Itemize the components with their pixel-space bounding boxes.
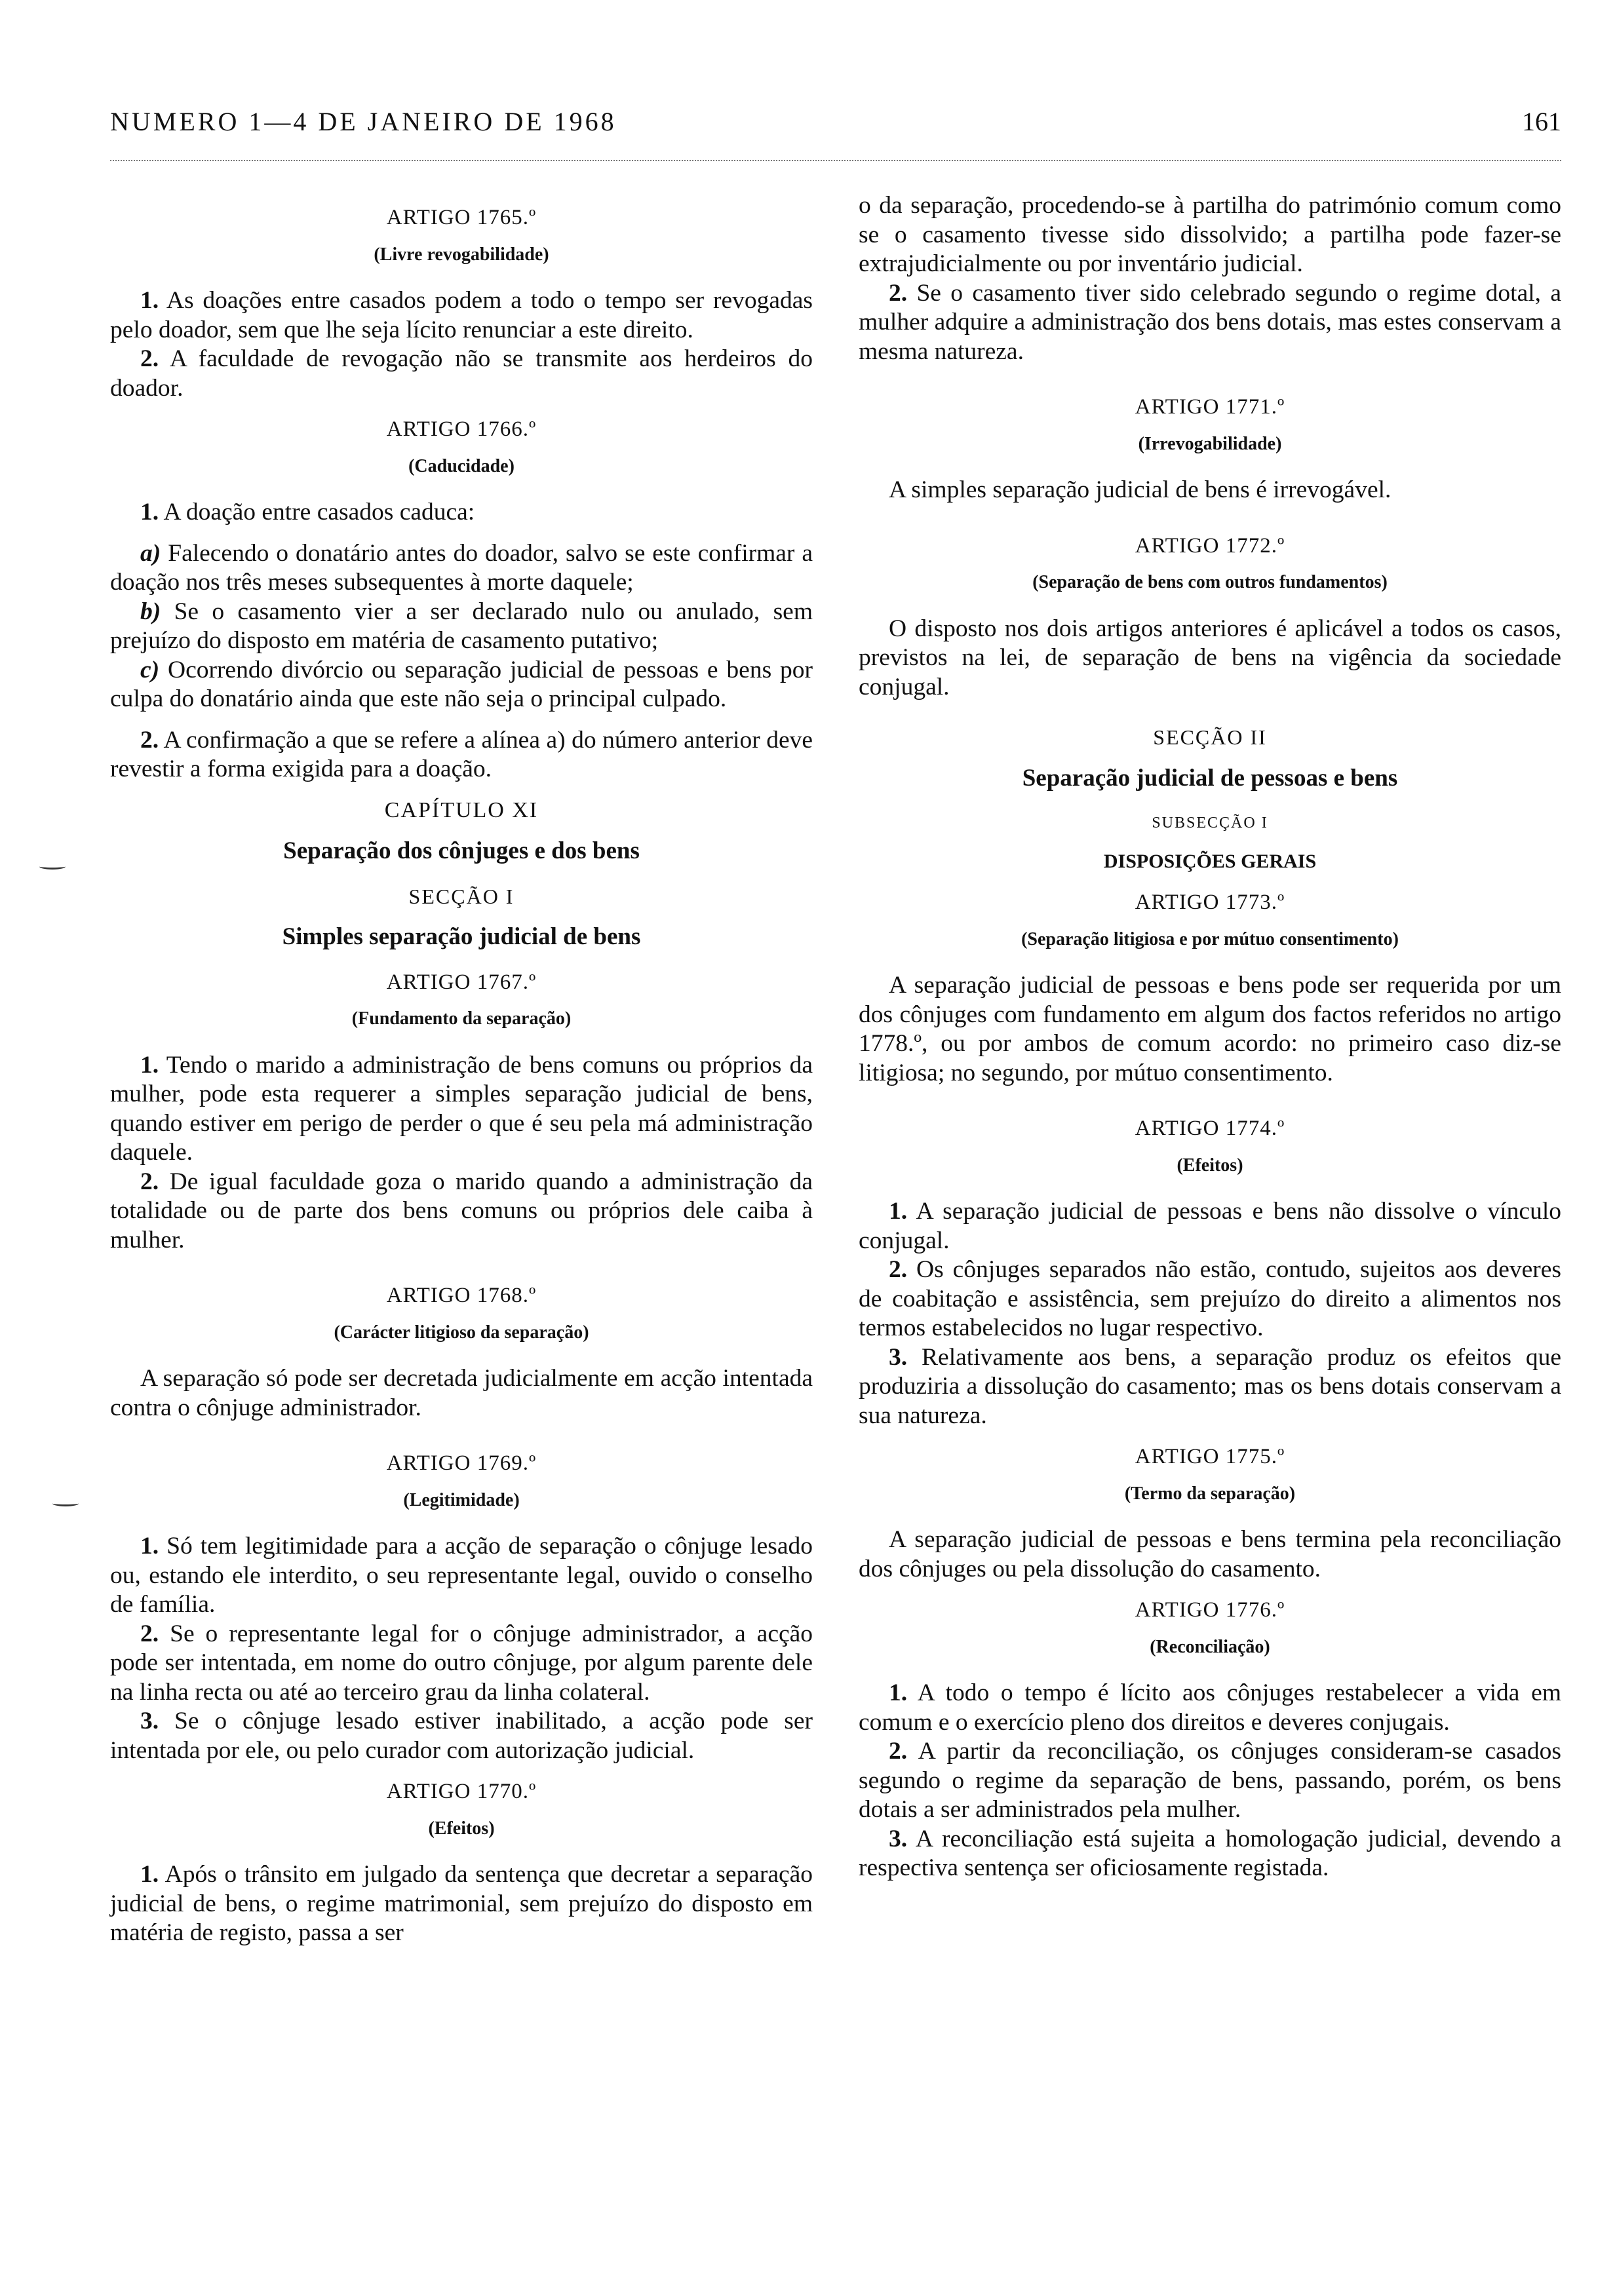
paragraph-number: 1. [140, 1533, 159, 1559]
paragraph [110, 1860, 813, 1948]
article-heading: ARTIGO 1773.º [1135, 890, 1285, 914]
paragraph [110, 1168, 813, 1255]
article-heading: ARTIGO 1772.º [1135, 533, 1285, 558]
article-rubric: (Legitimidade) [403, 1489, 520, 1510]
paragraph-text: De igual faculdade goza o marido quando a administração da totalidade ou de parte dos bens comuns ou próprios dele caiba à mulher. [110, 1168, 813, 1253]
alinea-text: Se o casamento vier a ser declarado nulo ou anulado, sem prejuízo do disposto em matéria de casamento putativo; [110, 598, 813, 654]
article-heading: ARTIGO 1767.º [386, 970, 537, 994]
article-heading: ARTIGO 1766.º [386, 417, 537, 441]
article-heading: ARTIGO 1775.º [1135, 1445, 1285, 1468]
section-label: SECÇÃO II [1153, 725, 1267, 749]
paragraph [859, 1255, 1561, 1343]
paragraph-text: A reconciliação está sujeita a homologação judicial, devendo a respectiva sentença ser oficiosamente registada. [859, 1825, 1562, 1881]
article-rubric: (Separação de bens com outros fundamentos) [1032, 572, 1388, 592]
article-rubric: (Efeitos) [1177, 1155, 1243, 1176]
paragraph-number: 3. [889, 1343, 908, 1371]
paragraph-text: Só tem legitimidade para a acção de separação o cônjuge lesado ou, estando ele interdito, o seu representante legal, ouvido o conselho de família. [110, 1533, 813, 1618]
header-rule [110, 160, 1561, 161]
article-rubric: (Efeitos) [428, 1818, 495, 1839]
article-heading: ARTIGO 1776.º [1135, 1598, 1285, 1622]
article-heading: ARTIGO 1769.º [386, 1451, 537, 1475]
article-rubric: (Irrevogabilidade) [1138, 433, 1282, 454]
subsection-label: SUBSECÇÃO I [1152, 814, 1268, 832]
paragraph [859, 1825, 1561, 1883]
alinea-label: a) [140, 539, 161, 567]
paragraph: A separação só pode ser decretada judicialmente em acção intentada contra o cônjuge administrador. [110, 1365, 813, 1421]
paragraph-number: 3. [140, 1708, 159, 1734]
paragraph-number: 1. [140, 1861, 159, 1888]
paragraph-text: As doações entre casados podem a todo o tempo ser revogadas pelo doador, sem que lhe seja lícito renunciar a este direito. [110, 287, 813, 343]
paragraph-number: 2. [140, 1168, 159, 1195]
subsection-title: DISPOSIÇÕES GERAIS [1103, 850, 1317, 872]
paragraph-continuation: o da separação, procedendo-se à partilha do património comum como se o casamento tivesse sido dissolvido; a partilha pode fazer-se extrajudicialmente ou por inventário judicial. [859, 192, 1561, 277]
chapter-title: Separação dos cônjuges e dos bens [283, 837, 640, 864]
paragraph-text: A doação entre casados caduca: [163, 499, 475, 526]
paragraph-number: 2. [140, 1620, 159, 1647]
chapter-label: CAPÍTULO XI [384, 797, 539, 822]
paragraph-number: 2. [889, 1738, 908, 1765]
paragraph-number: 1. [140, 287, 159, 314]
paragraph [859, 1343, 1561, 1431]
alinea [110, 539, 813, 598]
article-rubric: (Livre revogabilidade) [374, 244, 549, 265]
paragraph-text: Após o trânsito em julgado da sentença que decretar a separação judicial de bens, o regime matrimonial, sem prejuízo do disposto em matéria de registo, passa a ser [110, 1861, 813, 1946]
article-heading: ARTIGO 1768.º [386, 1284, 537, 1307]
article-heading: ARTIGO 1771.º [1135, 395, 1285, 419]
paragraph-text: Tendo o marido a administração de bens comuns ou próprios da mulher, pode esta requerer a simples separação judicial de bens, quando estiver em perigo de perder o que é seu pela má administração daquele. [110, 1051, 813, 1166]
paragraph [859, 1197, 1561, 1255]
alinea-label: b) [140, 598, 161, 625]
paragraph-text: Relativamente aos bens, a separação produz os efeitos que produziria a dissolução do casamento; mas os bens dotais conservam a sua natureza. [859, 1343, 1562, 1429]
paragraph-text: A separação judicial de pessoas e bens não dissolve o vínculo conjugal. [859, 1198, 1561, 1254]
article-rubric: (Termo da separação) [1124, 1483, 1296, 1504]
paragraph-number: 2. [889, 279, 908, 307]
section-label: SECÇÃO I [408, 884, 515, 908]
section-title: Separação judicial de pessoas e bens [1022, 764, 1398, 792]
paragraph [859, 1737, 1561, 1825]
paragraph [859, 279, 1561, 367]
paragraph-number: 3. [889, 1825, 908, 1852]
article-heading: ARTIGO 1774.º [1135, 1117, 1285, 1140]
article-rubric: (Caducidade) [408, 455, 515, 476]
paragraph-number: 2. [140, 726, 159, 754]
paragraph-text: A confirmação a que se refere a alínea a) do número anterior deve revestir a forma exigida para a doação. [110, 726, 813, 782]
paragraph: A simples separação judicial de bens é irrevogável. [889, 476, 1391, 503]
paragraph-text: Se o cônjuge lesado estiver inabilitado, a acção pode ser intentada por ele, ou pelo curador com autorização judicial. [110, 1708, 813, 1764]
page-header [110, 106, 1561, 145]
article-heading: ARTIGO 1770.º [386, 1780, 537, 1803]
paragraph-number: 1. [889, 1679, 908, 1706]
paragraph [110, 726, 813, 784]
paragraph-number: 1. [140, 1051, 159, 1079]
paragraph [110, 498, 813, 527]
paragraph-number: 2. [889, 1256, 908, 1283]
paragraph [110, 1620, 813, 1708]
article-rubric: (Fundamento da separação) [351, 1008, 572, 1029]
page-number: 161 [1522, 107, 1561, 136]
section-title: Simples separação judicial de bens [282, 923, 641, 950]
article-heading: ARTIGO 1765.º [386, 206, 537, 229]
alinea-label: c) [140, 656, 160, 683]
alinea [110, 598, 813, 656]
paragraph-text: Se o casamento tiver sido celebrado segundo o regime dotal, a mulher adquire a administração dos bens dotais, mas estes conservam a mesma natureza. [859, 279, 1562, 365]
paragraph: A separação judicial de pessoas e bens pode ser requerida por um dos cônjuges com fundamento em algum dos factos referidos no artigo 1778.º, ou por ambos de comum acordo: no primeiro caso diz-se litigiosa; no segundo, por mútuo consentimento. [859, 972, 1561, 1086]
paragraph [110, 345, 813, 403]
article-rubric: (Carácter litigioso da separação) [334, 1322, 589, 1343]
left-column [110, 191, 813, 1948]
paragraph-text: Se o representante legal for o cônjuge administrador, a acção pode ser intentada, em nome do outro cônjuge, por algum parente dele na linha recta ou até ao terceiro grau da linha colateral. [110, 1620, 813, 1706]
article-rubric: (Separação litigiosa e por mútuo consentimento) [1021, 928, 1399, 949]
paragraph-text: A partir da reconciliação, os cônjuges consideram-se casados segundo o regime da separação de bens, passando, porém, os bens dotais a ser administrados pela mulher. [859, 1738, 1561, 1823]
paragraph [110, 1051, 813, 1168]
alinea-text: Ocorrendo divórcio ou separação judicial de pessoas e bens por culpa do donatário ainda que este não seja o principal culpado. [110, 656, 813, 712]
paragraph-text: A todo o tempo é lícito aos cônjuges restabelecer a vida em comum e o exercício pleno dos direitos e deveres conjugais. [859, 1679, 1561, 1736]
paragraph-number: 2. [140, 345, 159, 372]
paragraph [110, 1532, 813, 1620]
right-column [859, 191, 1561, 1883]
paragraph-number: 1. [140, 499, 159, 526]
alinea-text: Falecendo o donatário antes do doador, salvo se este confirmar a doação nos três meses subsequentes à morte daquele; [110, 539, 813, 596]
paragraph [859, 1679, 1561, 1737]
paragraph-text: Os cônjuges separados não estão, contudo, sujeitos aos deveres de coabitação e assistência, sem prejuízo do direito a alimentos nos termos estabelecidos no lugar respectivo. [859, 1256, 1562, 1341]
paragraph-number: 1. [889, 1198, 908, 1225]
alinea [110, 656, 813, 714]
issue-title: NUMERO 1—4 DE JANEIRO DE 1968 [110, 107, 617, 136]
margin-mark [52, 1501, 79, 1506]
paragraph [110, 286, 813, 345]
paragraph: O disposto nos dois artigos anteriores é aplicável a todos os casos, previstos na lei, de separação de bens na vigência da sociedade conjugal. [859, 615, 1561, 700]
margin-mark [39, 864, 66, 870]
paragraph-text: A faculdade de revogação não se transmite aos herdeiros do doador. [110, 345, 813, 402]
paragraph: A separação judicial de pessoas e bens termina pela reconciliação dos cônjuges ou pela dissolução do casamento. [859, 1526, 1561, 1582]
article-rubric: (Reconciliação) [1150, 1636, 1270, 1657]
paragraph [110, 1707, 813, 1765]
